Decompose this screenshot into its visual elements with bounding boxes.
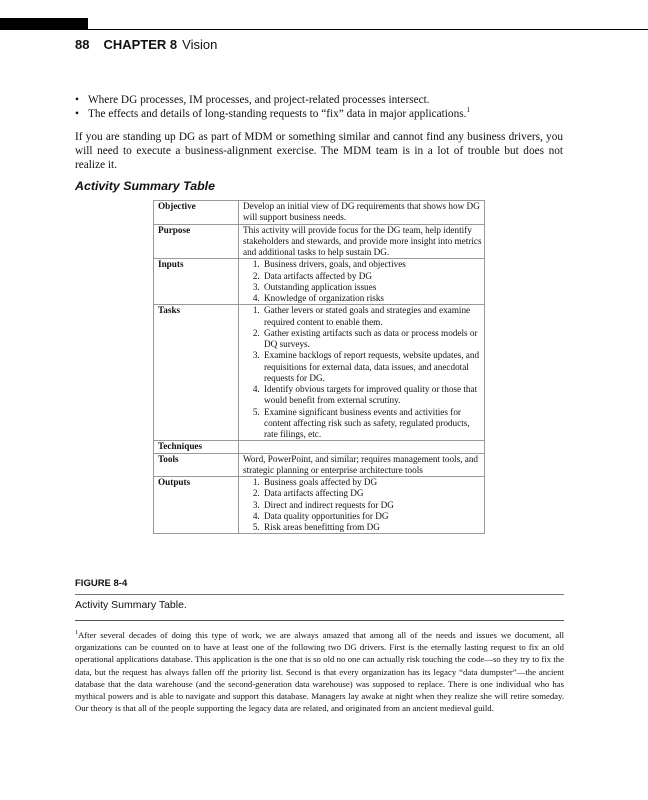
list-item: 5. Risk areas benefitting from DG [262,522,482,533]
tasks-list [243,305,482,440]
activity-summary-table [153,200,485,534]
footnote-rule [75,620,564,621]
figure-label: FIGURE 8-4 [75,578,128,589]
row-label: Tasks [154,305,239,441]
list-item: 3. Direct and indirect requests for DG [262,500,482,511]
running-header [75,37,217,52]
row-value: This activity will provide focus for the DG team, help identify stakeholders and stewards, and provide more insight into metrics and additional tasks to help sustain DG. [239,224,485,259]
list-item: 1. Business goals affected by DG [262,477,482,488]
table-row [154,201,485,225]
bullet-item: • The effects and details of long-standing requests to “fix” data in major applications.$^1$ [75,107,565,121]
bullet-list [75,93,565,121]
table-row [154,441,485,453]
list-item: 2. Data artifacts affected by DG [262,271,482,282]
row-value [239,305,485,441]
section-title: Activity Summary Table [75,179,216,193]
row-label: Inputs [154,259,239,305]
header-bar [0,18,88,30]
list-item: 4. Knowledge of organization risks [262,293,482,304]
list-item: 4. Identify obvious targets for improved quality or those that would benefit from external scrutiny. [262,384,482,407]
table-row [154,305,485,441]
list-item: 5. Examine significant business events and activities for content affecting risk such as safety, regulated products, rate filings, etc. [262,407,482,441]
list-item: 2. Gather existing artifacts such as data or process models or DQ surveys. [262,328,482,351]
list-item: 1. Gather levers or stated goals and strategies and examine required content to enable them. [262,305,482,328]
table-row [154,453,485,477]
footnote [75,627,564,715]
figure-rule [75,594,564,595]
page-number: 88 [75,37,90,52]
chapter-title: Vision [182,37,218,52]
list-item: 2. Data artifacts affecting DG [262,488,482,499]
footnote-marker: 1 [75,630,78,636]
bullet-item: • Where DG processes, IM processes, and project-related processes intersect. [75,93,565,107]
list-item: 3. Outstanding application issues [262,282,482,293]
row-label: Purpose [154,224,239,259]
row-value: Word, PowerPoint, and similar; requires management tools, and strategic planning or enterprise architecture tools [239,453,485,477]
table-row [154,259,485,305]
table-row [154,224,485,259]
figure-caption: Activity Summary Table. [75,599,187,611]
row-label: Techniques [154,441,239,453]
footnote-reference[interactable]: 1 [466,106,470,115]
list-item: 3. Examine backlogs of report requests, website updates, and requisitions for external data, data issues, and anecdotal requests for DG. [262,350,482,384]
header-rule [88,29,648,30]
footnote-text: After several decades of doing this type of work, we are always amazed that among all of the needs and issues we document, all organizations can be counted on to have at least one of the following two DG drivers. First is the eternally lasting request to fix an old operational applications database. This application is the one that is so old no one can actually risk touching the code—so they try to fix the data, but the request has always fallen off the priority list. Second is that every organization has its legacy “data dumpster”—the ancient database that the data warehouse (and the second-generation data warehouse) was supposed to replace. There is one individual who has mythical powers and is able to navigate and support this database. Managers lay awake at night when they realize she will retire someday. Our theory is that all of the people supporting the legacy data are related, and originated from an ancient medieval guild. [75,629,564,714]
row-label: Tools [154,453,239,477]
row-label: Outputs [154,477,239,534]
body-paragraph: If you are standing up DG as part of MDM or something similar and cannot find any business drivers, you will need to execute a business-alignment exercise. The MDM team is in a lot of trouble but does not realize it. [75,131,563,172]
list-item: 1. Business drivers, goals, and objectives [262,259,482,270]
inputs-list [243,259,482,304]
table-row [154,477,485,534]
row-value: Develop an initial view of DG requirements that shows how DG will support business needs. [239,201,485,225]
outputs-list [243,477,482,533]
row-value [239,259,485,305]
row-label: Objective [154,201,239,225]
row-value [239,477,485,534]
row-value [239,441,485,453]
chapter-label: CHAPTER 8 [103,37,178,52]
list-item: 4. Data quality opportunities for DG [262,511,482,522]
